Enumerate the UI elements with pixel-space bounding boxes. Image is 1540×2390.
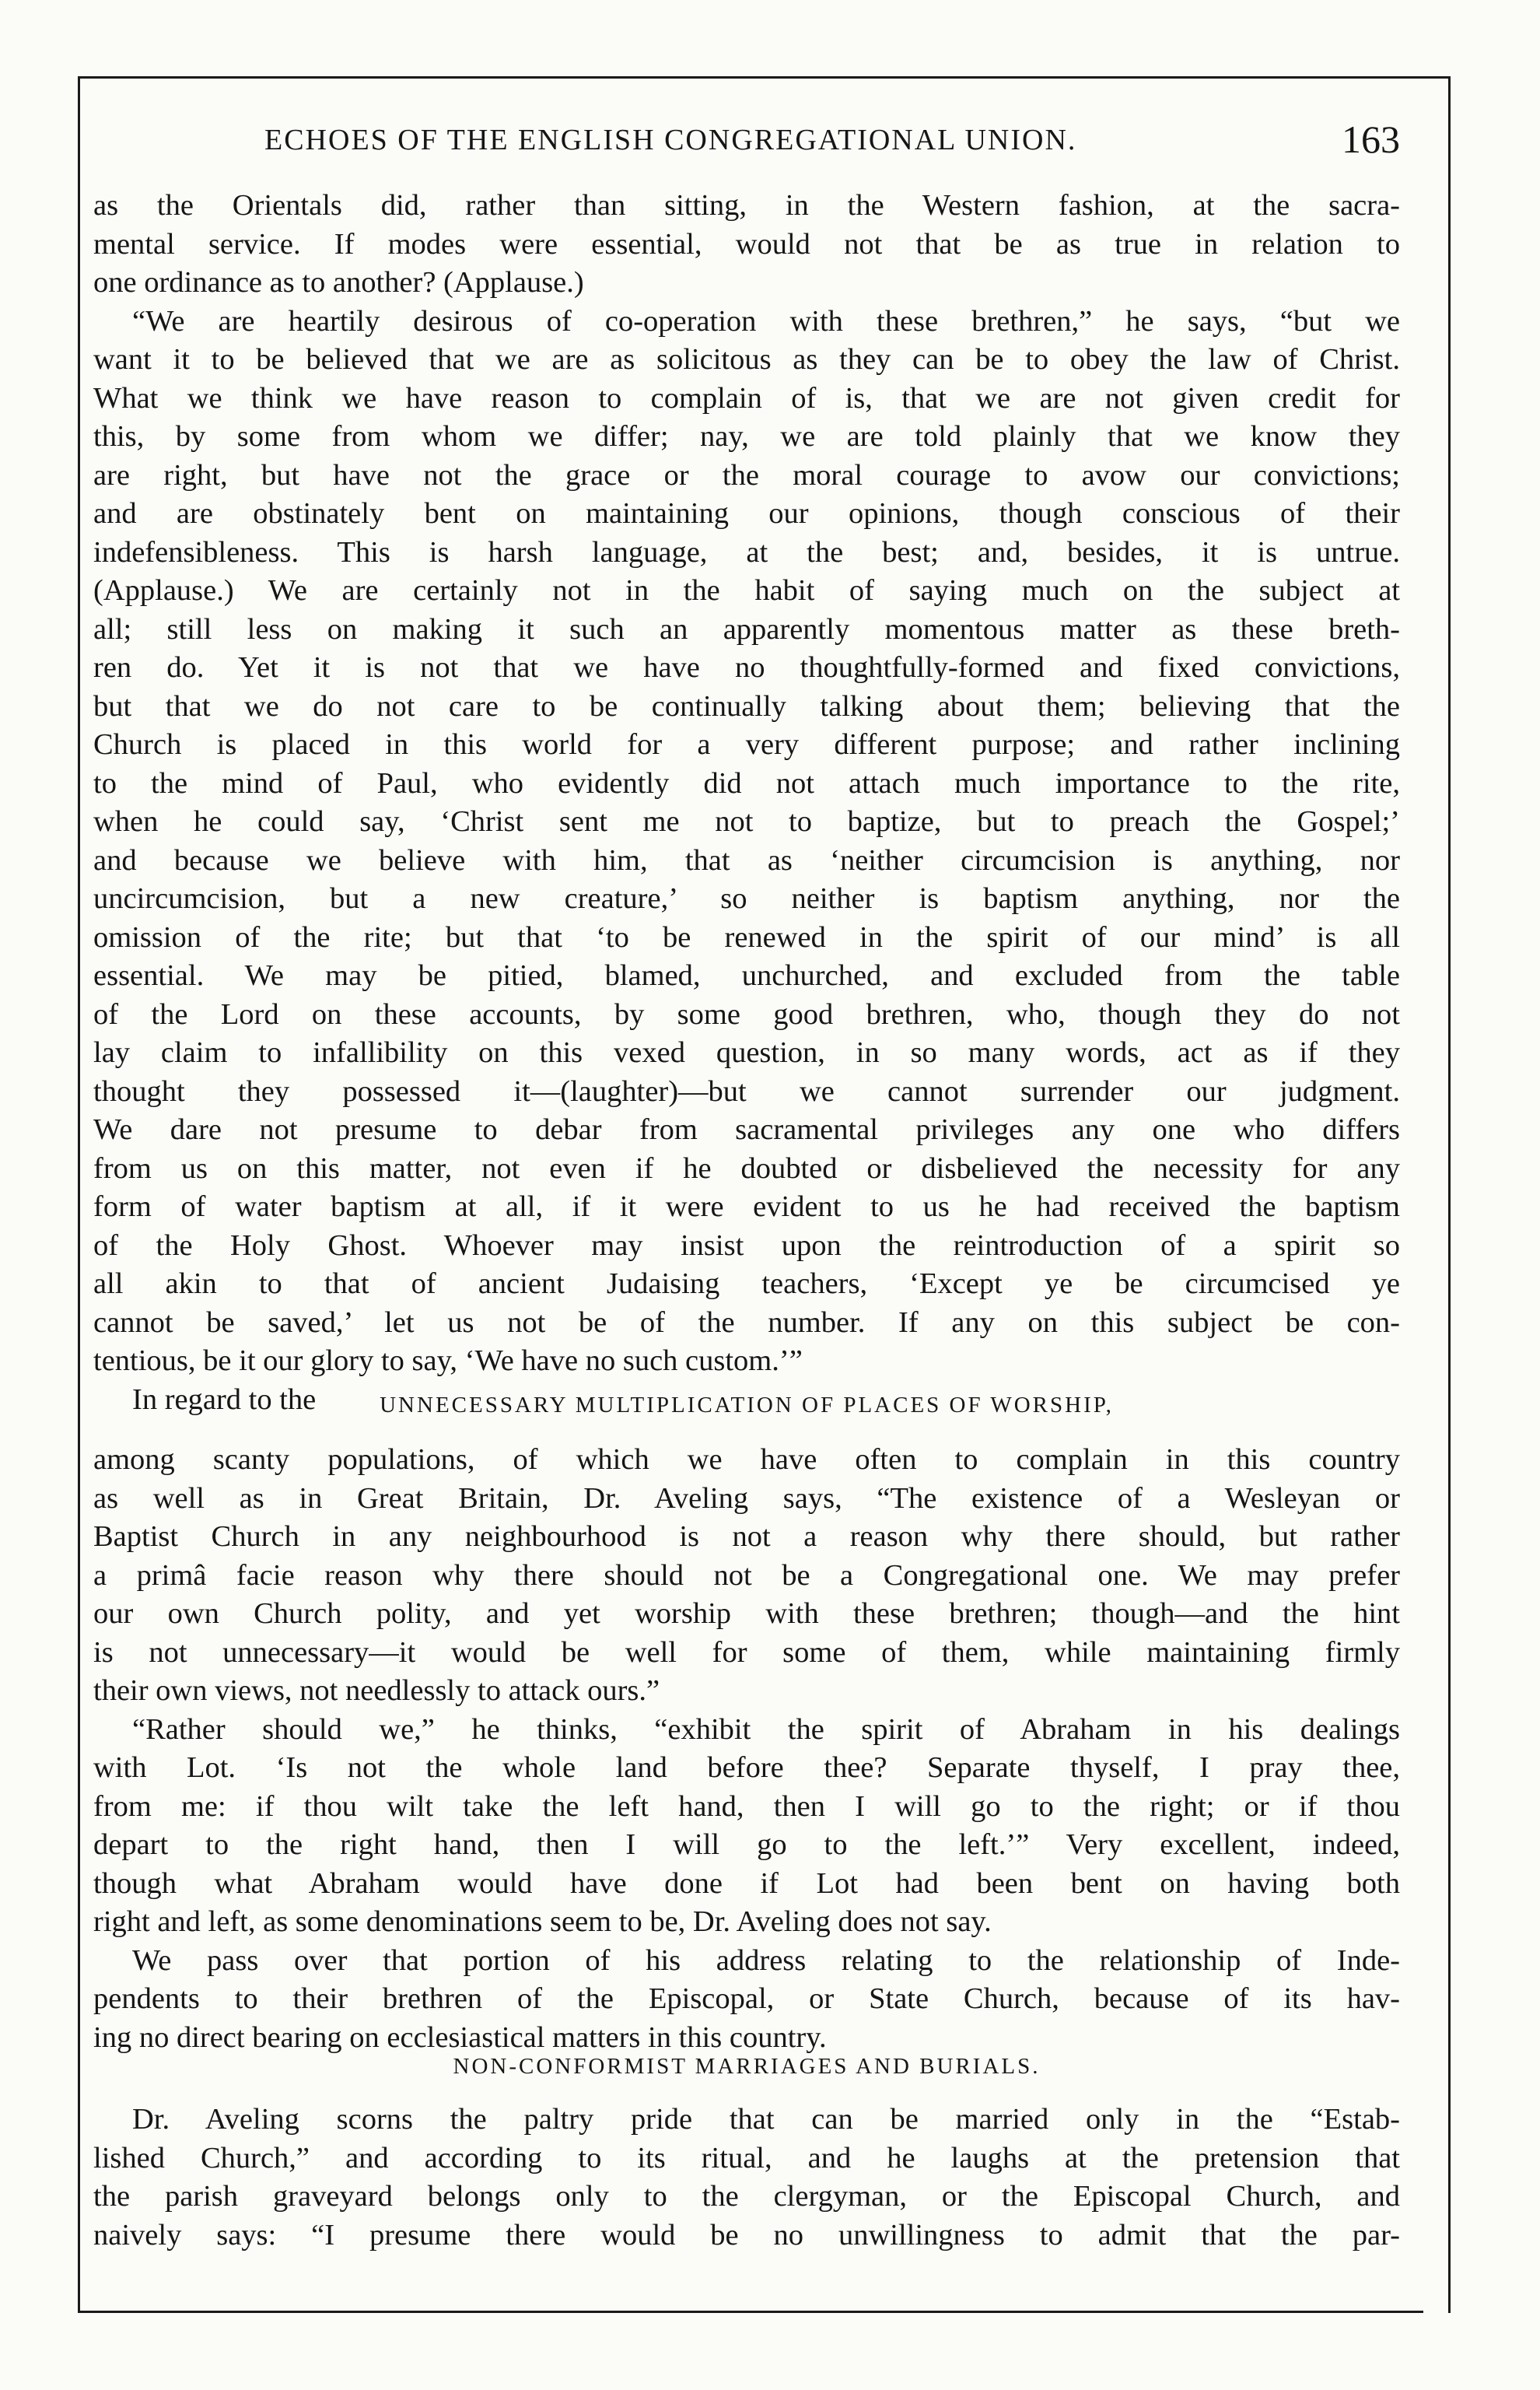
- top-border-rule: [78, 76, 1451, 79]
- paragraph-block: [93, 1441, 1400, 2057]
- text-line: mental service. If modes were essential, would not that be as true in relation to: [93, 227, 1400, 261]
- text-line: their own views, not needlessly to attack ours.”: [93, 1674, 660, 1707]
- text-line: our own Church polity, and yet worship with these brethren; though—and the hint: [93, 1597, 1400, 1630]
- text-line: among scanty populations, of which we have often to complain in this country: [93, 1443, 1400, 1476]
- article-body-part-2: [93, 1441, 1400, 2057]
- text-line: of the Lord on these accounts, by some good brethren, who, though they do not: [93, 997, 1400, 1031]
- text-line: though what Abraham would have done if Lot had been bent on having both: [93, 1866, 1400, 1900]
- text-line: of the Holy Ghost. Whoever may insist upon the reintroduction of a spirit so: [93, 1228, 1400, 1262]
- text-line: depart to the right hand, then I will go to the left.’” Very excellent, indeed,: [93, 1828, 1400, 1861]
- text-line: with Lot. ‘Is not the whole land before thee? Separate thyself, I pray thee,: [93, 1751, 1400, 1784]
- text-line: (Applause.) We are certainly not in the habit of saying much on the subject at: [93, 574, 1400, 607]
- text-line: pendents to their brethren of the Episcopal, or State Church, because of its hav-: [93, 1982, 1400, 2015]
- text-line: Baptist Church in any neighbourhood is not a reason why there should, but rather: [93, 1520, 1400, 1553]
- text-line: and because we believe with him, that as ‘neither circumcision is anything, nor: [93, 843, 1400, 877]
- text-line: Church is placed in this world for a very different purpose; and rather inclining: [93, 728, 1400, 761]
- text-line: ing no direct bearing on ecclesiastical matters in this country.: [93, 2020, 827, 2054]
- text-line: In regard to the: [132, 1382, 317, 1416]
- paragraph-block: [93, 187, 1400, 1419]
- section-heading-marriages: NON-CONFORMIST MARRIAGES AND BURIALS.: [453, 2054, 1041, 2079]
- text-line: uncircumcision, but a new creature,’ so neither is baptism anything, nor the: [93, 882, 1400, 915]
- text-line: What we think we have reason to complain of is, that we are not given credit for: [93, 381, 1400, 415]
- text-line: as well as in Great Britain, Dr. Aveling says, “The existence of a Wesleyan or: [93, 1481, 1400, 1515]
- text-line: is not unnecessary—it would be well for some of them, while maintaining firmly: [93, 1635, 1400, 1669]
- text-line: this, by some from whom we differ; nay, we are told plainly that we know they: [93, 420, 1400, 453]
- article-body-part-3: [93, 2101, 1400, 2255]
- text-line: lay claim to infallibility on this vexed question, in so many words, act as if they: [93, 1036, 1400, 1069]
- text-line: a primâ facie reason why there should not be a Congregational one. We may prefer: [93, 1558, 1400, 1592]
- text-line: want it to be believed that we are as solicitous as they can be to obey the law of Christ.: [93, 343, 1400, 376]
- text-line: from us on this matter, not even if he doubted or disbelieved the necessity for any: [93, 1151, 1400, 1185]
- running-title: ECHOES OF THE ENGLISH CONGREGATIONAL UNION.: [264, 124, 1077, 156]
- text-line: essential. We may be pitied, blamed, unchurched, and excluded from the table: [93, 959, 1400, 992]
- text-line: thought they possessed it—(laughter)—but we cannot surrender our judgment.: [93, 1074, 1400, 1108]
- text-line: indefensibleness. This is harsh language, at the best; and, besides, it is untrue.: [93, 535, 1400, 569]
- text-line: ren do. Yet it is not that we have no thoughtfully-formed and fixed convictions,: [93, 651, 1400, 684]
- text-line: all; still less on making it such an apparently momentous matter as these breth-: [93, 612, 1400, 646]
- text-line: from me: if thou wilt take the left hand, then I will go to the right; or if thou: [93, 1789, 1400, 1823]
- text-line: We pass over that portion of his address relating to the relationship of Inde-: [132, 1943, 1400, 1977]
- text-line: right and left, as some denominations seem to be, Dr. Aveling does not say.: [93, 1905, 992, 1938]
- running-header: [264, 117, 1400, 163]
- text-line: lished Church,” and according to its ritual, and he laughs at the pretension that: [93, 2141, 1400, 2174]
- page-number: 163: [1342, 117, 1400, 161]
- article-body-part-1: [93, 187, 1400, 1419]
- text-line: are right, but have not the grace or the moral courage to avow our convictions;: [93, 458, 1400, 492]
- text-line: and are obstinately bent on maintaining our opinions, though conscious of their: [93, 497, 1400, 530]
- text-line: one ordinance as to another? (Applause.): [93, 266, 584, 299]
- section-heading-multiplication: UNNECESSARY MULTIPLICATION OF PLACES OF WORSHIP,: [380, 1393, 1114, 1418]
- text-line: We dare not presume to debar from sacramental privileges any one who differs: [93, 1113, 1400, 1146]
- text-line: Dr. Aveling scorns the paltry pride that can be married only in the “Estab-: [132, 2103, 1400, 2136]
- left-border-rule: [78, 76, 80, 2313]
- text-line: “Rather should we,” he thinks, “exhibit the spirit of Abraham in his dealings: [132, 1712, 1400, 1746]
- text-line: naively says: “I presume there would be no unwillingness to admit that the par-: [93, 2218, 1400, 2252]
- bottom-border-rule: [78, 2311, 1423, 2313]
- paragraph-block: [93, 2101, 1400, 2255]
- text-line: to the mind of Paul, who evidently did not attach much importance to the rite,: [93, 766, 1400, 800]
- text-line: when he could say, ‘Christ sent me not to baptize, but to preach the Gospel;’: [93, 805, 1400, 838]
- text-line: omission of the rite; but that ‘to be renewed in the spirit of our mind’ is all: [93, 920, 1400, 954]
- text-line: tentious, be it our glory to say, ‘We have no such custom.’”: [93, 1344, 803, 1377]
- text-line: the parish graveyard belongs only to the clergyman, or the Episcopal Church, and: [93, 2180, 1400, 2213]
- right-border-rule: [1448, 76, 1451, 2313]
- text-line: but that we do not care to be continually talking about them; believing that the: [93, 689, 1400, 723]
- text-line: cannot be saved,’ let us not be of the number. If any on this subject be con-: [93, 1305, 1400, 1339]
- text-line: as the Orientals did, rather than sitting, in the Western fashion, at the sacra-: [93, 189, 1400, 222]
- text-line: “We are heartily desirous of co-operation with these brethren,” he says, “but we: [132, 304, 1400, 338]
- text-line: form of water baptism at all, if it were evident to us he had received the baptism: [93, 1190, 1400, 1223]
- text-line: all akin to that of ancient Judaising teachers, ‘Except ye be circumcised ye: [93, 1267, 1400, 1300]
